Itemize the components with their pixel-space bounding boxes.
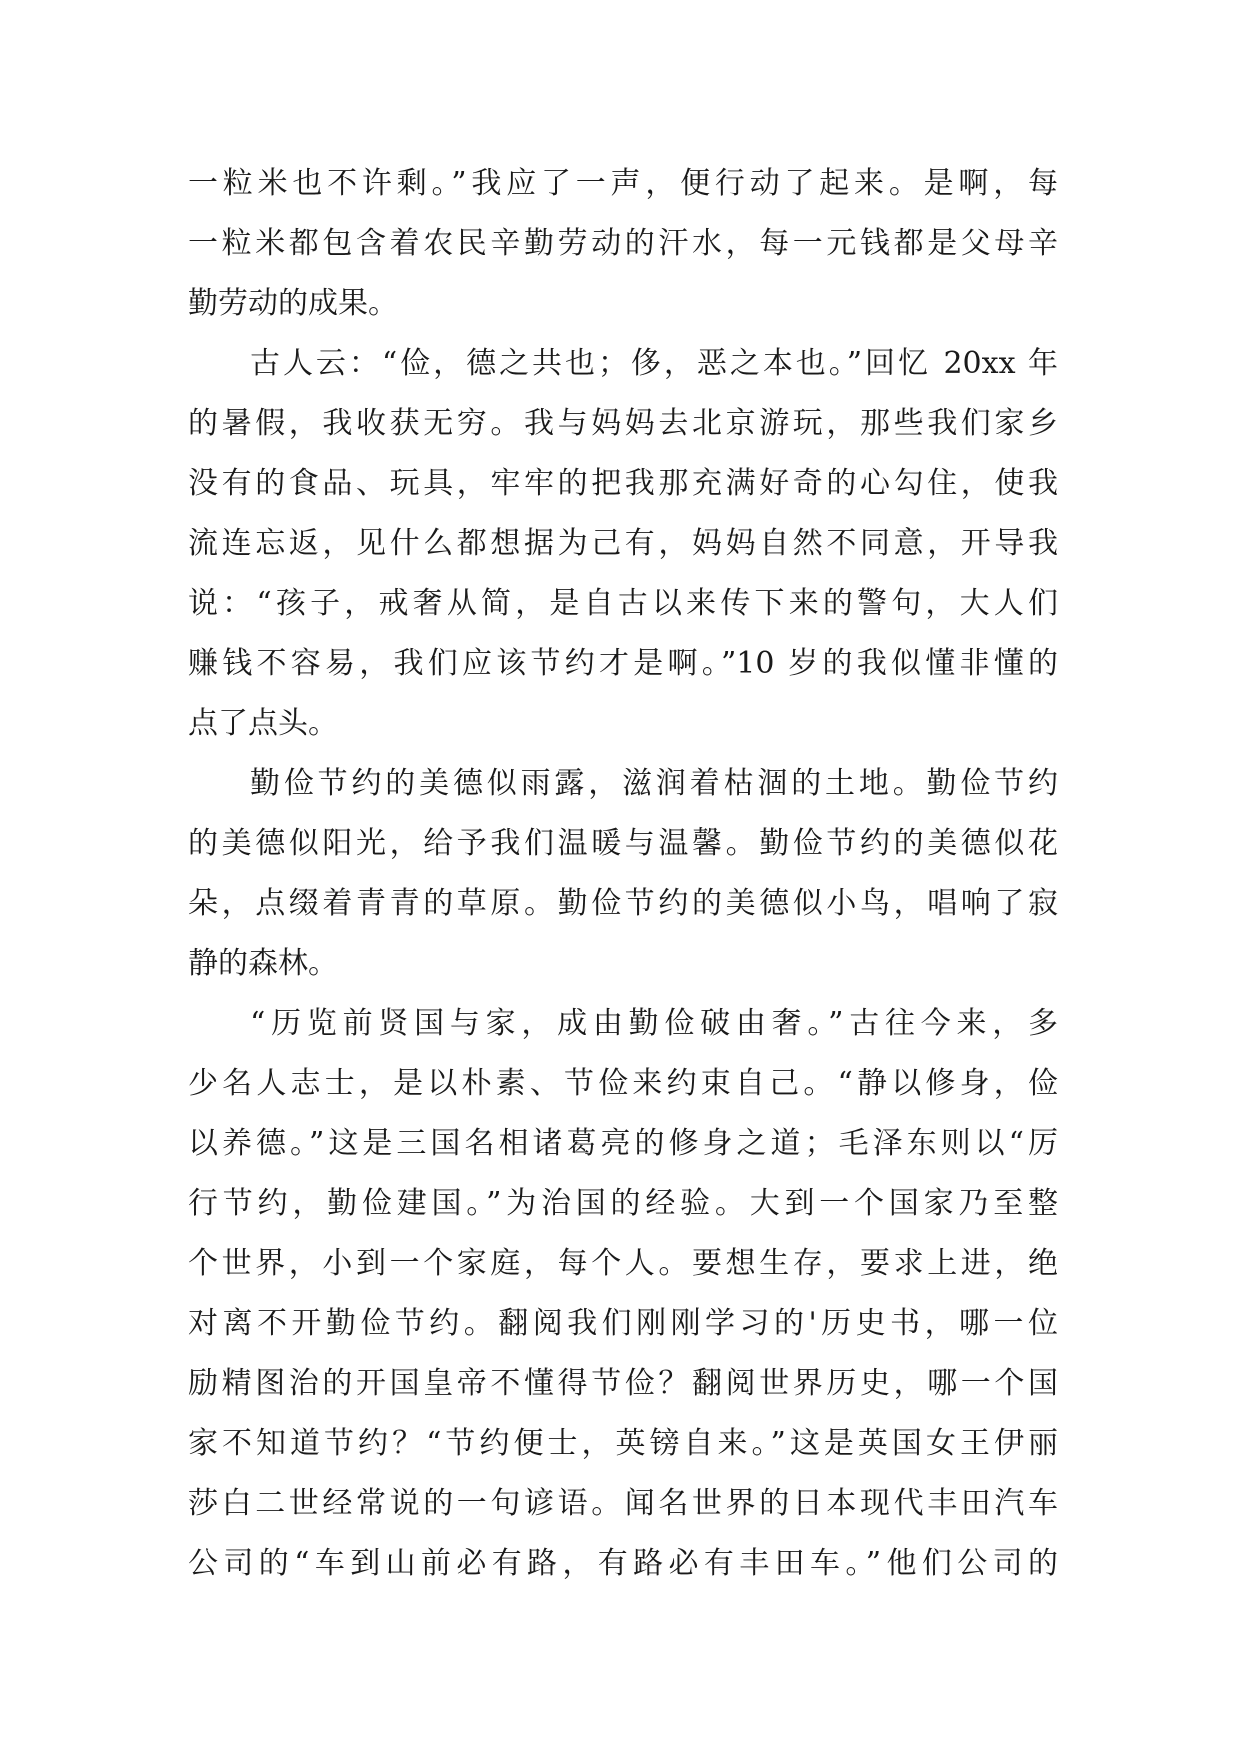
- body-text: [188, 154, 1058, 1594]
- text-line: 勤劳动的成果。: [188, 286, 398, 321]
- text-line: 行节约，勤俭建国。”为治国的经验。大到一个国家乃至整: [188, 1186, 1058, 1221]
- text-line: 家不知道节约？“节约便士，英镑自来。”这是英国女王伊丽: [188, 1426, 1058, 1461]
- text-line: 说：“孩子，戒奢从简，是自古以来传下来的警句，大人们: [188, 586, 1058, 621]
- text-line: 没有的食品、玩具，牢牢的把我那充满好奇的心勾住，使我: [188, 466, 1058, 501]
- text-line: 的暑假，我收获无穷。我与妈妈去北京游玩，那些我们家乡: [188, 406, 1058, 441]
- text-line: 一粒米也不许剩。”我应了一声，便行动了起来。是啊，每: [188, 166, 1058, 201]
- text-line: 公司的“车到山前必有路，有路必有丰田车。”他们公司的: [188, 1546, 1058, 1581]
- text-line: 的美德似阳光，给予我们温暖与温馨。勤俭节约的美德似花: [188, 826, 1058, 861]
- text-line: 少名人志士，是以朴素、节俭来约束自己。“静以修身，俭: [188, 1066, 1058, 1101]
- text-line: 一粒米都包含着农民辛勤劳动的汗水，每一元钱都是父母辛: [188, 226, 1058, 261]
- text-line: 勤俭节约的美德似雨露，滋润着枯涸的土地。勤俭节约: [250, 766, 1058, 801]
- text-line: 流连忘返，见什么都想据为己有，妈妈自然不同意，开导我: [188, 526, 1058, 561]
- text-line: “历览前贤国与家，成由勤俭破由奢。”古往今来，多: [250, 1006, 1058, 1041]
- text-line: 赚钱不容易，我们应该节约才是啊。”10 岁的我似懂非懂的: [188, 646, 1058, 681]
- text-line: 点了点头。: [188, 706, 338, 741]
- text-line: 莎白二世经常说的一句谚语。闻名世界的日本现代丰田汽车: [188, 1486, 1058, 1521]
- text-line: 古人云：“俭，德之共也；侈，恶之本也。”回忆 20xx 年: [250, 346, 1058, 381]
- text-line: 静的森林。: [188, 946, 338, 981]
- text-line: 朵，点缀着青青的草原。勤俭节约的美德似小鸟，唱响了寂: [188, 886, 1058, 921]
- text-line: 以养德。”这是三国名相诸葛亮的修身之道；毛泽东则以“厉: [188, 1126, 1058, 1161]
- text-line: 对离不开勤俭节约。翻阅我们刚刚学习的'历史书，哪一位: [188, 1306, 1058, 1341]
- text-line: 个世界，小到一个家庭，每个人。要想生存，要求上进，绝: [188, 1246, 1058, 1281]
- text-line: 励精图治的开国皇帝不懂得节俭？翻阅世界历史，哪一个国: [188, 1366, 1058, 1401]
